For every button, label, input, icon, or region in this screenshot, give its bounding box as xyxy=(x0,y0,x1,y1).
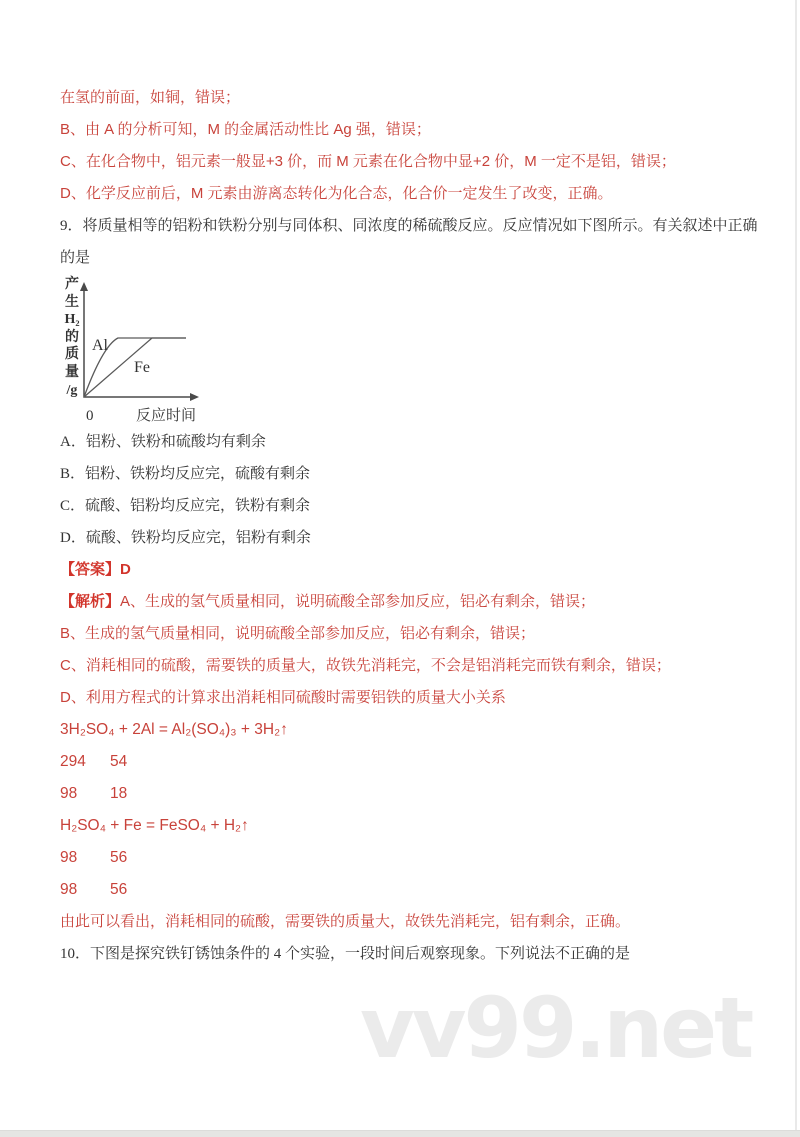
y-label-char: /g xyxy=(66,382,78,398)
molar-mass-value: 98 xyxy=(60,881,78,898)
al-series-label: Al xyxy=(92,337,108,354)
analysis-line-b: B、生成的氢气质量相同，说明硫酸全部参加反应，铝必有剩余，错误； xyxy=(60,625,536,642)
analysis-carryover-line: C、在化合物中，铝元素一般显+3 价，而 M 元素在化合物中显+2 价，M 一定不是铝，错误； xyxy=(60,153,676,170)
molar-mass-row xyxy=(60,746,760,778)
origin-label: 0 xyxy=(86,408,94,424)
molar-mass-value: 98 xyxy=(60,785,78,802)
molar-mass-value: 54 xyxy=(110,753,128,770)
question-10-text: 10．下图是探究铁钉锈蚀条件的 4 个实验，一段时间后观察现象。下列说法不正确的是 xyxy=(60,946,631,962)
analysis-line-c: C、消耗相同的硫酸，需要铁的质量大，故铁先消耗完，不会是铝消耗完而铁有剩余，错误； xyxy=(60,657,671,674)
y-label-char: 产 xyxy=(65,277,79,292)
analysis-line-a xyxy=(60,586,760,618)
analysis-carryover-line: B、由 A 的分析可知，M 的金属活动性比 Ag 强，错误； xyxy=(60,121,431,138)
h2-mass-vs-time-chart xyxy=(60,274,760,426)
watermark: vv99.net xyxy=(360,979,752,1077)
option-d: D．硫酸、铁粉均反应完，铝粉有剩余 xyxy=(60,530,311,546)
option-a: A．铝粉、铁粉和硫酸均有剩余 xyxy=(60,434,266,450)
option-b: B．铝粉、铁粉均反应完，硫酸有剩余 xyxy=(60,466,311,482)
y-label-char: 质 xyxy=(65,347,79,363)
equation-fe-h2so4: H₂SO₄ + Fe = FeSO₄ + H₂↑ xyxy=(60,817,249,834)
equation-al-h2so4: 3H₂SO₄ + 2Al = Al₂(SO₄)₃ + 3H₂↑ xyxy=(60,721,288,738)
y-label-char: H₂ xyxy=(64,312,80,328)
analysis-carryover-line: D、化学反应前后，M 元素由游离态转化为化合态，化合价一定发生了改变，正确。 xyxy=(60,185,613,202)
chart-plot-area xyxy=(78,274,213,426)
y-label-char: 的 xyxy=(65,329,79,345)
x-axis-label: 反应时间 xyxy=(136,408,197,424)
conclusion-line: 由此可以看出，消耗相同的硫酸，需要铁的质量大，故铁先消耗完，铝有剩余，正确。 xyxy=(60,913,631,930)
fe-series-label: Fe xyxy=(134,359,150,376)
y-label-char: 生 xyxy=(65,294,79,310)
molar-mass-value: 56 xyxy=(110,881,128,898)
page-right-edge-divider xyxy=(795,0,797,1137)
analysis-line-d: D、利用方程式的计算求出消耗相同硫酸时需要铝铁的质量大小关系 xyxy=(60,689,506,706)
molar-mass-row xyxy=(60,874,760,906)
molar-mass-row xyxy=(60,842,760,874)
page-bottom-bar xyxy=(0,1130,800,1137)
molar-mass-value: 98 xyxy=(60,849,78,866)
question-9-text: 9．将质量相等的铝粉和铁粉分别与同体积、同浓度的稀硫酸反应。反应情况如下图所示。有关叙述中正确 xyxy=(60,218,758,234)
analysis-carryover-line: 在氢的前面，如铜，错误； xyxy=(60,89,241,106)
x-axis-arrow-icon xyxy=(190,393,199,401)
y-label-char: 量 xyxy=(65,364,79,380)
question-9-text-wrap: 的是 xyxy=(60,250,91,266)
molar-mass-value: 294 xyxy=(60,753,86,770)
document-content xyxy=(60,82,760,970)
y-axis-arrow-icon xyxy=(80,282,88,291)
option-c: C．硫酸、铝粉均反应完，铁粉有剩余 xyxy=(60,498,311,514)
molar-mass-value: 18 xyxy=(110,785,128,802)
molar-mass-row xyxy=(60,778,760,810)
molar-mass-value: 56 xyxy=(110,849,128,866)
answer-line: 【答案】D xyxy=(60,561,131,578)
analysis-line-a-text: A、生成的氢气质量相同，说明硫酸全部参加反应，铝必有剩余，错误； xyxy=(120,593,596,610)
analysis-prefix: 【解析】 xyxy=(60,593,121,610)
